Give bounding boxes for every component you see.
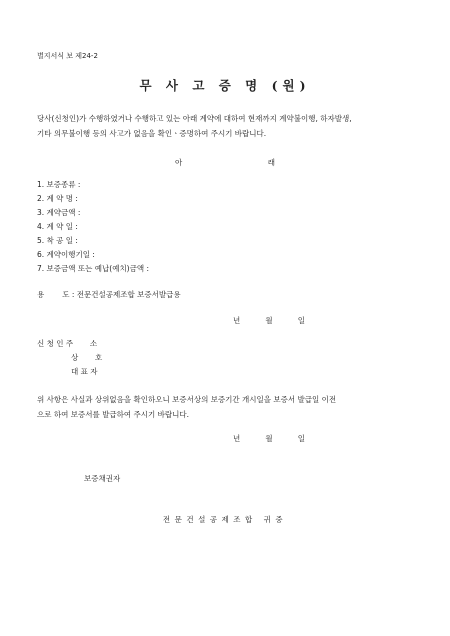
date-month-label: 월 [265,316,273,325]
applicant-address-suffix: 소 [89,339,98,348]
document-title: 무 사 고 증 명 (원) [139,78,311,93]
date-day-label: 일 [297,316,305,325]
form-number: 별지서식 보 제24-2 [37,52,98,60]
applicant-trade-suffix: 호 [94,353,103,362]
applicant-trade-row [37,354,102,368]
contract-fields [37,181,149,279]
purpose-line [37,291,181,299]
date-year-label: 년 [233,316,241,325]
date-month-label: 월 [265,434,273,443]
field-start-date: 5. 착 공 일 : [37,236,78,245]
applicant-address-row [37,340,102,354]
field-guarantee-amount: 7. 보증금액 또는 예납(예치)금액 : [37,264,150,273]
applicant-address-label: 신 청 인 주 [37,339,74,348]
applicant-rep-label: 대 표 자 [71,367,98,376]
field-contract-name: 2. 계 약 명 : [37,194,78,203]
confirmation-line-1: 위 사항은 사실과 상위없음을 확인하오니 보증서상의 보증기간 개시일을 보증서 발급일 이전 [37,395,337,404]
purpose-label-2: 도 [62,290,70,299]
field-guarantee-type: 1. 보증종류 : [37,180,81,189]
confirmation-line-2: 으로 하여 보증서를 발급하여 주시기 바랍니다. [37,410,189,419]
date-line-1 [233,317,305,325]
field-performance-date: 6. 계약이행기일 : [37,250,95,259]
applicant-trade-label: 상 [71,353,79,362]
field-contract-date: 4. 계 약 일 : [37,222,78,231]
section-heading-right: 래 [267,158,275,167]
section-heading-left: 아 [175,158,183,167]
date-year-label: 년 [233,434,241,443]
applicant-rep-row [37,368,102,382]
field-contract-amount: 3. 계약금액 : [37,208,81,217]
recipient-line: 전문건설공제조합 귀중 [162,515,288,524]
intro-text-line-1: 당사(신청인)가 수행하였거나 수행하고 있는 아래 계약에 대하여 현재까지 계약불이행, 하자발생, [37,114,352,123]
applicant-block [37,340,102,382]
purpose-label: 용 [37,290,45,299]
date-day-label: 일 [297,434,305,443]
purpose-value: : 전문건설공제조합 보증서발급용 [71,290,181,299]
creditor-label: 보증채권자 [84,474,121,483]
date-line-2 [233,435,305,443]
intro-text-line-2: 기타 의무불이행 등의 사고가 없음을 확인ㆍ증명하여 주시기 바랍니다. [37,129,267,138]
section-heading [175,159,275,167]
